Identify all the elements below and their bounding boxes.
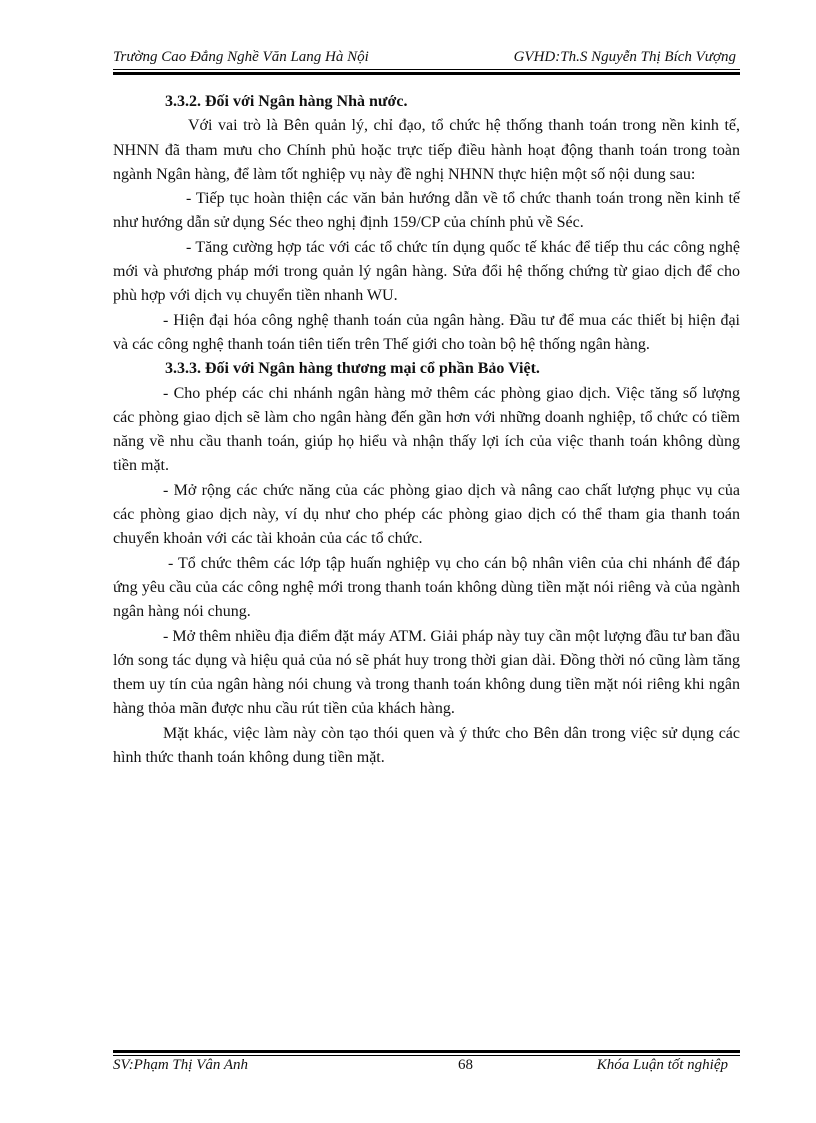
page-footer xyxy=(113,1057,740,1081)
section-3-3-2-item-1: - Tiếp tục hoàn thiện các văn bản hướng dẫn về tổ chức thanh toán trong nền kinh tế như hướng dẫn sử dụng Séc theo nghị định 159/CP của chính phủ về Séc. xyxy=(113,190,740,232)
section-3-3-3-item-2: - Mở rộng các chức năng của các phòng giao dịch và nâng cao chất lượng phục vụ của các phòng giao dịch này, ví dụ như cho phép các phòng giao dịch có thể tham gia thanh toán chuyển khoản với các tài khoản của các tổ chức. xyxy=(113,481,740,548)
section-3-3-3-item-1: - Cho phép các chi nhánh ngân hàng mở thêm các phòng giao dịch. Việc tăng số lượng các phòng giao dịch sẽ làm cho ngân hàng đến gần hơn với những doanh nghiệp, tổ chức có tiềm năng về nhu cầu thanh toán, giúp họ hiểu và nhận thấy lợi ích của việc thanh toán không dùng tiền mặt. xyxy=(113,384,740,475)
header-school: Trường Cao Đẳng Nghề Văn Lang Hà Nội xyxy=(113,49,369,65)
footer-doc-type: Khóa Luận tốt nghiệp xyxy=(596,1057,728,1073)
section-heading-3-3-3: 3.3.3. Đối với Ngân hàng thương mại cổ phần Bảo Việt. xyxy=(165,360,540,378)
footer-rule-thick xyxy=(113,1050,740,1053)
header-advisor: GVHD:Th.S Nguyễn Thị Bích Vượng xyxy=(513,49,736,65)
page-number: 68 xyxy=(458,1057,473,1073)
section-3-3-2-intro: Với vai trò là Bên quản lý, chỉ đạo, tổ chức hệ thống thanh toán trong nền kinh tế, NHNN đã tham mưu cho Chính phủ hoặc trực tiếp điều hành hoạt động thanh toán trong toàn ngành Ngân hàng, để làm tốt nghiệp vụ này đề nghị NHNN thực hiện một số nội dung sau: xyxy=(113,117,740,183)
section-3-3-3-item-3: - Tổ chức thêm các lớp tập huấn nghiệp vụ cho cán bộ nhân viên của chi nhánh để đáp ứng yêu cầu của các công nghệ mới trong thanh toán không dùng tiền mặt nói riêng và của ngành ngân hàng nói chung. xyxy=(113,554,740,621)
header-rule-thick xyxy=(113,72,740,75)
section-3-3-2-item-3: - Hiện đại hóa công nghệ thanh toán của ngân hàng. Đầu tư để mua các thiết bị hiện đại và các công nghệ thanh toán tiên tiến trên Thế giới cho toàn bộ hệ thống ngân hàng. xyxy=(113,311,740,353)
section-3-3-3-item-4: - Mở thêm nhiều địa điểm đặt máy ATM. Giải pháp này tuy cần một lượng đầu tư ban đầu lớn song tác dụng và hiệu quả của nó sẽ phát huy trong thời gian dài. Đồng thời nó cũng làm tăng them uy tín của ngân hàng nói chung và trong thanh toán không dung tiền mặt nói riêng khi ngân hàng thỏa mãn được nhu cầu rút tiền của khách hàng. xyxy=(113,627,740,718)
section-3-3-2-item-2: - Tăng cường hợp tác với các tổ chức tín dụng quốc tế khác để tiếp thu các công nghệ mới và phương pháp mới trong quản lý ngân hàng. Sửa đổi hệ thống chứng từ giao dịch để cho phù hợp với dịch vụ chuyển tiền nhanh WU. xyxy=(113,238,740,305)
section-3-3-3-item-5: Mặt khác, việc làm này còn tạo thói quen và ý thức cho Bên dân trong việc sử dụng các hình thức thanh toán không dung tiền mặt. xyxy=(113,724,740,767)
page-body xyxy=(113,90,740,770)
section-heading-3-3-2: 3.3.2. Đối với Ngân hàng Nhà nước. xyxy=(165,93,408,110)
footer-student: SV:Phạm Thị Vân Anh xyxy=(113,1057,248,1073)
footer-rule-thin xyxy=(113,1055,740,1056)
page-header xyxy=(113,47,740,71)
header-rule-thin xyxy=(113,69,740,70)
